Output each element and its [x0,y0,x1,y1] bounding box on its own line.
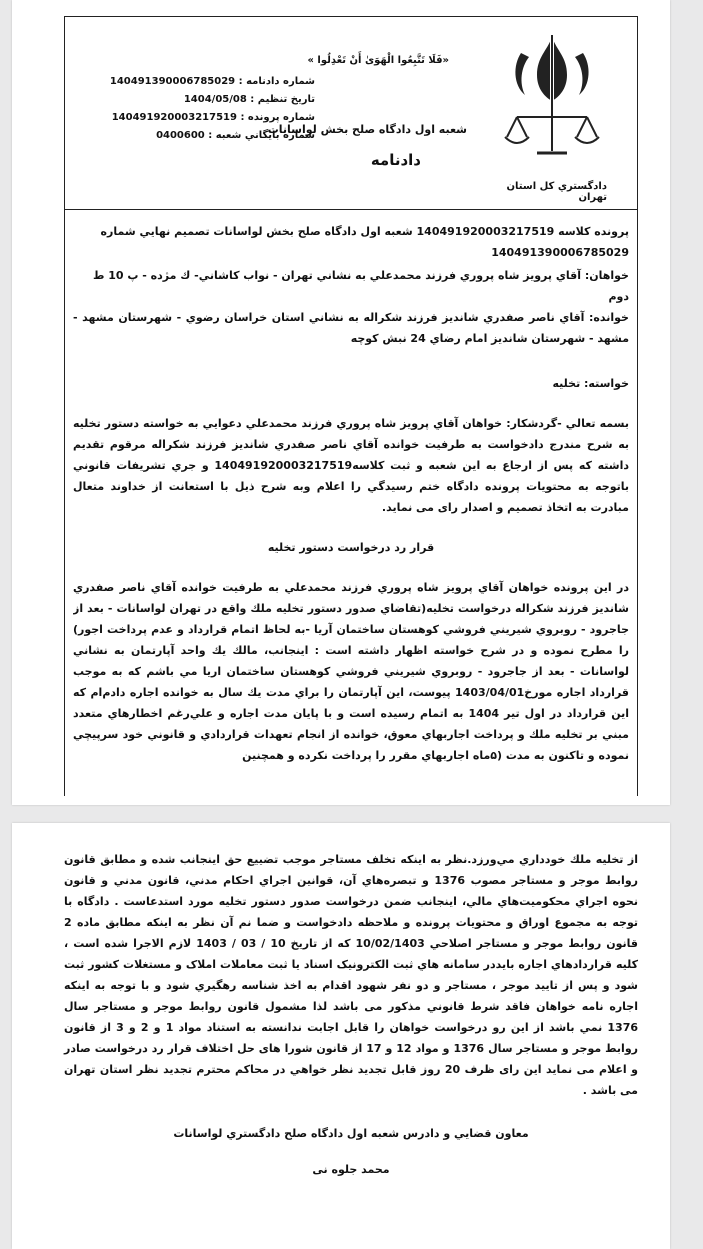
quran-verse: «فَلَا تَتَّبِعُوا الْهَوَىٰ أَنْ تَعْدِلُوا » [307,55,449,66]
document-title: دادنامه [370,151,421,169]
meta-label: شماره پرونده : [240,112,315,123]
signature-title: معاون قضايي و دادرس شعبه اول دادگاه صلح دادگستري لواسانات [173,1127,529,1140]
meta-archive-number [105,127,315,145]
meta-label: شماره دادنامه : [238,76,315,87]
meta-verdict-number [105,73,315,91]
court-name: دادگستري کل استان تهران [506,181,607,203]
plaintiff-line: خواهان: آقاي پرويز شاه پروري فرزند محمدعلي به نشاني تهران - نواب کاشاني- ك مژده - پ 10 ط دوم [92,269,629,303]
defendant-line: خوانده: آقاي ناصر صفدري شانديز فرزند شکراله به نشاني استان خراسان رضوي - شهرستان مشهد - مشهد - شهرستان شانديز امام رضاي 24 نبش کوچه [73,311,629,345]
ruling-paragraph-part-2: از تخليه ملك خودداري مي‌ورزد.نظر به اينكه تخلف مستاجر موجب تضييع حق اينجانب شده و مطابق قانون روابط موجر و مستاجر مصوب 1376 و تبصره‌هاي آن، قوانين اجراي احكام مدني، قانون مدني و قانون نحوه اجراي محكوميت‌هاي مالي، اينجانب ضمن درخواست صدور دستور تخليه مورد استدعاست . دادگاه با توجه به مجموع اوراق و محتويات پرونده و ملاحظه دادخواست و ضما نم آن نظر به اينکه مطابق ماده 2 قانون روابط موجر و مستاجر اصلاحي 10/02/1403 که از تاريخ 10 / 03 / 1403 لازم الاجرا شده است ، کليه قراردادهاي اجاره بايددر سامانه هاي ثبت الکترونيک اسناد يا ثبت معاملات املاک و مستغلات کشور ثبت شود و پس از تاييد موجر ، مستاجر و دو نفر شهود اقدام به اخذ شناسه رهگيري شود و با توجه به اينکه اجاره نامه خواهان فاقد شرط قانوني مذکور مى باشد لذا مشمول قانون روابط موجر و مستاجر سال 1376 نمي باشد از اين رو درخواست خواهان را قابل اجابت ندانسته به استناد مواد 1 و 2 و 3 از قانون روابط موجر و مستاجر سال 1376 و مواد 12 و 17 از قانون شورا هاى حل اختلاف قرار رد درخواست صادر و اعلام مى نمايد اين راى ظرف 20 روز قابل تجديد نظر خواهي در محاکم محترم تجديد نظر استان تهران مى باشد . [64,853,639,1097]
meta-value: 1404/05/08 [183,94,247,105]
meta-value: 140491920003217519 [111,112,237,123]
signature-name: محمد جلوه نى [312,1163,390,1176]
iran-emblem-icon [497,31,607,161]
document-page-2 [12,823,670,1249]
court-branch: شعبه اول دادگاه صلح بخش لواسانات [267,123,467,136]
meta-value: 140491390006785029 [109,76,236,87]
intro-paragraph: بسمه تعالي -گردشکار: خواهان آقاي پرويز شاه پروري فرزند محمدعلي دعوايي به خواسته دستور تخليه به شرح مندرج دادخواست به طرفيت خوانده آقاي ناصر صفدري شانديز فرزند شکراله مرقوم تقديم داشته که پس از ارجاع به اين شعبه و ثبت کلاسه140491920003217519 و جري تشريفات قانوني باتوجه به محتويات پرونده دادگاه ختم رسيدگي را اعلام وبه شرح ذيل با استعانت از خداوند متعال مبادرت به اتخاذ تصميم و اصدار راى مى نمايد. [73,417,629,514]
document-frame [64,16,638,796]
document-meta [105,73,315,145]
meta-value: 0400600 [156,130,205,141]
header-divider [65,209,637,210]
ruling-paragraph-part-1: در اين پرونده خواهان آقاي پرويز شاه پروري فرزند محمدعلي به طرفيت خوانده آقاي ناصر صفدري شانديز فرزند شکراله درخواست تخليه(تقاضاي صدور دستور تخليه ملك واقع در تهران لواسانات - بعد از جاجرود - روبروي شيريني فروشي کوهستان ساختمان آريا -به لحاظ اتمام قرارداد و عدم پرداخت اجور) را مطرح نموده و در شرح خواسته اظهار داشته است : اينجانب، مالك يك واحد آپارتمان به نشاني لواسانات - بعد از جاجرود - روبروي شيريني فروشي كوهستان ساختمان اريا مي باشم كه به موجب قرارداد اجاره مورخ1403/04/01 پيوست، اين آپارتمان را براي مدت يك سال به خوانده اجاره دادم‌ام كه اين قرارداد در اول تير 1404 به اتمام رسيده است‌ و با پايان مدت اجاره و علي‌رغم اخطارهاي متعدد مبني بر تخليه ملك و پرداخت اجاربهاي معوق، خوانده از انجام تعهدات قراردادي و قانوني خود سرپيچي نموده و تاكنون به مدت (۵ماه اجاربهاي مقرر را پرداخت نكرده و همچنين [73,581,629,762]
meta-label: تاريخ تنظيم : [250,94,315,105]
claim-line: خواسته: تخليه [552,377,629,390]
document-page-1 [12,0,670,805]
meta-case-number [105,109,315,127]
meta-issue-date [105,91,315,109]
meta-label: شماره بايگاني شعبه : [208,130,315,141]
section-title: قرار رد درخواست دستور تخليه [267,541,435,554]
case-line: پرونده کلاسه 140491920003217519 شعبه اول دادگاه صلح بخش لواسانات تصميم نهايي شماره 140491390006785029 [100,225,629,259]
